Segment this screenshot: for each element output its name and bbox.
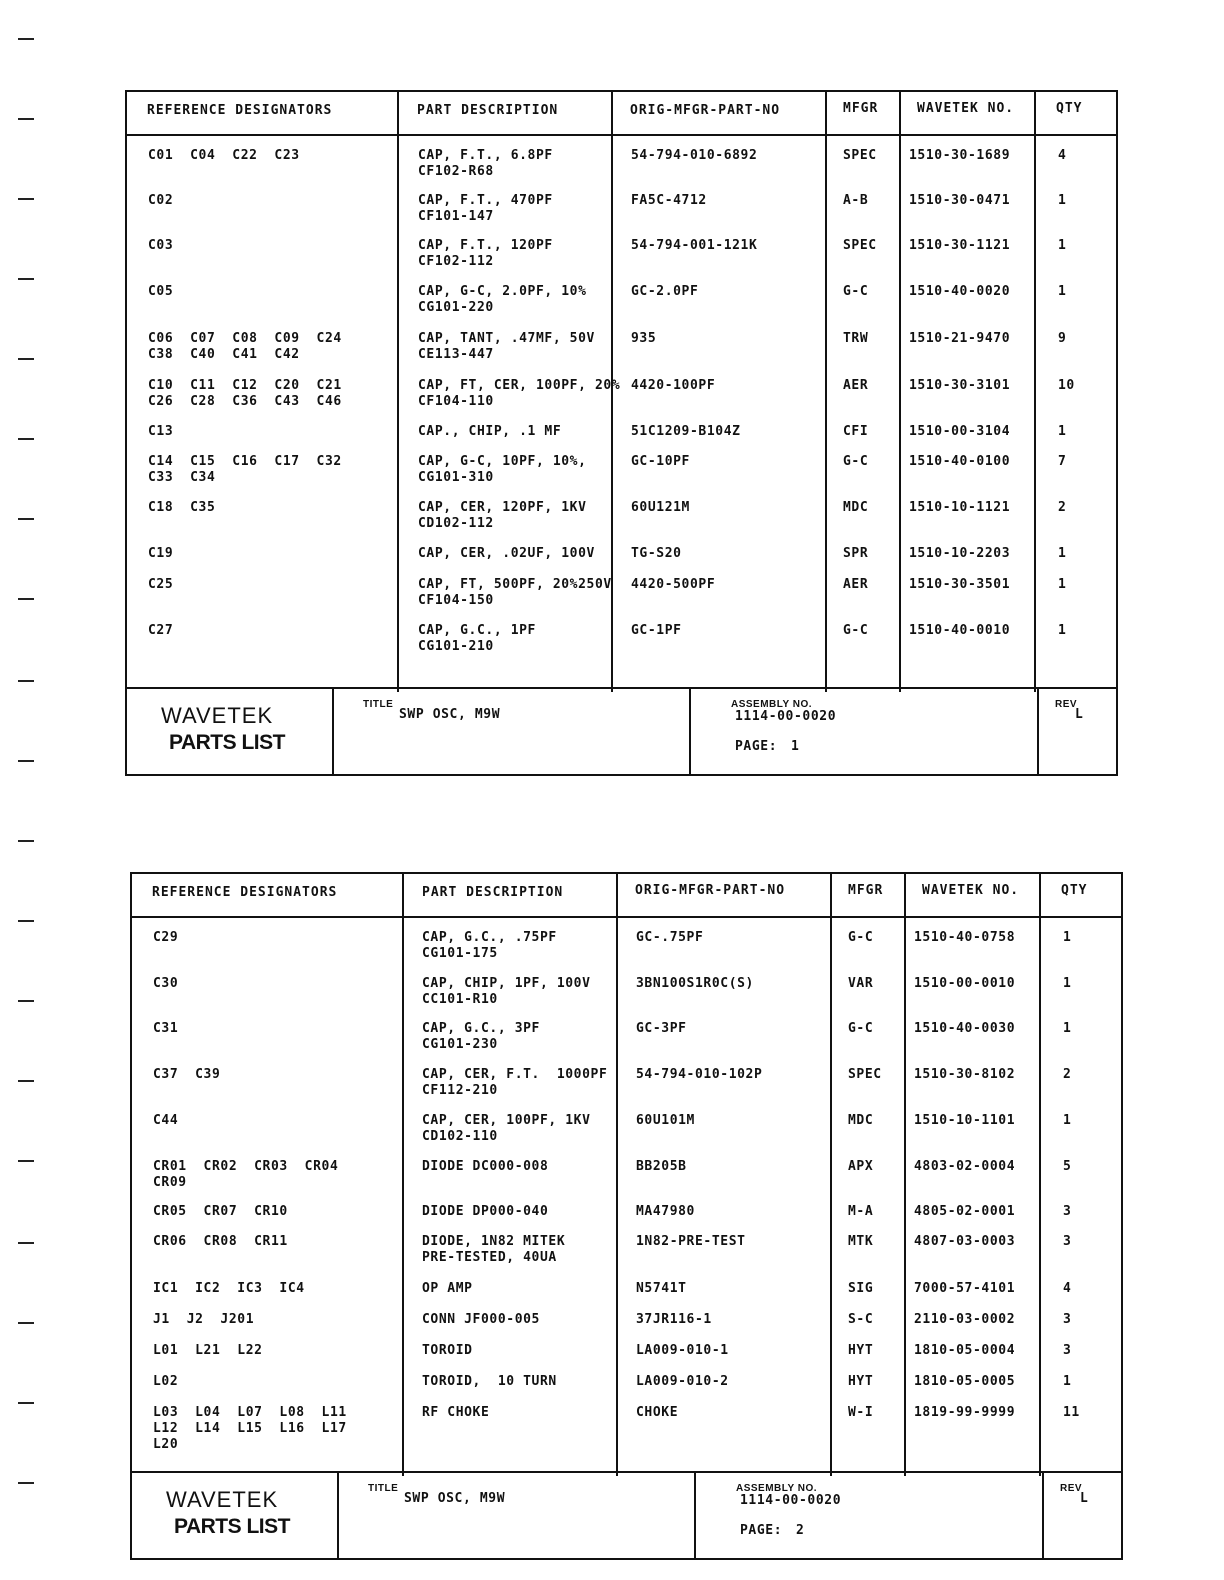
mfgr: G-C <box>843 454 869 469</box>
mfgr: W-I <box>848 1405 874 1420</box>
ref-designators: CR06 CR08 CR11 <box>153 1234 288 1249</box>
header-wavetek: WAVETEK NO. <box>922 883 1020 898</box>
part-description: CAP, G-C, 2.0PF, 10% CG101-220 <box>418 284 587 315</box>
part-description: CONN JF000-005 <box>422 1312 540 1327</box>
column-divider <box>1039 874 1041 1476</box>
footer-divider <box>332 689 334 774</box>
orig-part-no: 1N82-PRE-TEST <box>636 1234 746 1249</box>
wavetek-logo: WAVETEK <box>166 1487 279 1512</box>
mfgr: SPEC <box>848 1067 882 1082</box>
ref-designators: IC1 IC2 IC3 IC4 <box>153 1281 305 1296</box>
wavetek-no: 4803-02-0004 <box>914 1159 1016 1174</box>
orig-part-no: GC-.75PF <box>636 930 704 945</box>
assembly-label: ASSEMBLY NO. <box>736 1483 818 1494</box>
part-description: CAP, FT, 500PF, 20%250V CF104-150 <box>418 577 612 608</box>
ref-designators: C19 <box>148 546 174 561</box>
qty: 1 <box>1058 284 1067 299</box>
ref-designators: C37 C39 <box>153 1067 221 1082</box>
mfgr: CFI <box>843 424 869 439</box>
wavetek-no: 4805-02-0001 <box>914 1204 1016 1219</box>
orig-part-no: N5741T <box>636 1281 687 1296</box>
qty: 1 <box>1058 424 1067 439</box>
ref-designators: C10 C11 C12 C20 C21 C26 C28 C36 C43 C46 <box>148 378 342 409</box>
column-divider <box>825 92 827 692</box>
part-description: CAP, G.C., 3PF CG101-230 <box>422 1021 540 1052</box>
margin-tick <box>18 920 34 922</box>
qty: 3 <box>1063 1343 1072 1358</box>
part-description: CAP, FT, CER, 100PF, 20% CF104-110 <box>418 378 621 409</box>
header-orig: ORIG-MFGR-PART-NO <box>635 883 786 898</box>
part-description: CAP, G.C., .75PF CG101-175 <box>422 930 557 961</box>
ref-designators: C44 <box>153 1113 179 1128</box>
qty: 1 <box>1063 930 1072 945</box>
part-description: CAP, CER, F.T. 1000PF CF112-210 <box>422 1067 608 1098</box>
header-rule <box>132 916 1121 918</box>
footer-divider <box>1042 1473 1044 1558</box>
ref-designators: C27 <box>148 623 174 638</box>
wavetek-no: 1510-30-1121 <box>909 238 1011 253</box>
mfgr: SPEC <box>843 238 877 253</box>
wavetek-no: 1510-30-8102 <box>914 1067 1016 1082</box>
ref-designators: C31 <box>153 1021 179 1036</box>
margin-tick <box>18 598 34 600</box>
assembly-no: 1114-00-0020 <box>735 709 837 724</box>
mfgr: A-B <box>843 193 869 208</box>
ref-designators: C18 C35 <box>148 500 216 515</box>
orig-part-no: CHOKE <box>636 1405 679 1420</box>
mfgr: VAR <box>848 976 874 991</box>
ref-designators: CR01 CR02 CR03 CR04 CR09 <box>153 1159 339 1190</box>
orig-part-no: LA009-010-2 <box>636 1374 729 1389</box>
wavetek-no: 1510-30-3501 <box>909 577 1011 592</box>
orig-part-no: 4420-500PF <box>631 577 716 592</box>
wavetek-no: 1810-05-0005 <box>914 1374 1016 1389</box>
parts-list-sheet-1 <box>125 90 1118 776</box>
margin-tick <box>18 1000 34 1002</box>
qty: 1 <box>1063 1113 1072 1128</box>
qty: 1 <box>1058 577 1067 592</box>
margin-tick <box>18 1242 34 1244</box>
orig-part-no: 51C1209-B104Z <box>631 424 741 439</box>
mfgr: G-C <box>843 284 869 299</box>
part-description: RF CHOKE <box>422 1405 490 1420</box>
ref-designators: L03 L04 L07 L08 L11 L12 L14 L15 L16 L17 L20 <box>153 1405 347 1452</box>
part-description: CAP, F.T., 470PF CF101-147 <box>418 193 553 224</box>
wavetek-no: 1510-40-0030 <box>914 1021 1016 1036</box>
part-description: CAP, CER, 100PF, 1KV CD102-110 <box>422 1113 591 1144</box>
orig-part-no: 54-794-010-102P <box>636 1067 763 1082</box>
column-divider <box>830 874 832 1476</box>
mfgr: HYT <box>848 1343 874 1358</box>
header-qty: QTY <box>1056 101 1083 116</box>
qty: 2 <box>1063 1067 1072 1082</box>
wavetek-no: 1510-40-0100 <box>909 454 1011 469</box>
margin-tick <box>18 198 34 200</box>
orig-part-no: FA5C-4712 <box>631 193 707 208</box>
qty: 11 <box>1063 1405 1080 1420</box>
orig-part-no: 60U101M <box>636 1113 695 1128</box>
header-rule <box>127 134 1116 136</box>
ref-designators: J1 J2 J201 <box>153 1312 255 1327</box>
ref-designators: C02 <box>148 193 174 208</box>
wavetek-logo: WAVETEK <box>161 703 274 728</box>
margin-tick <box>18 1322 34 1324</box>
footer-divider <box>337 1473 339 1558</box>
margin-tick <box>18 1482 34 1484</box>
part-description: CAP, G-C, 10PF, 10%, CG101-310 <box>418 454 587 485</box>
title-block <box>127 687 1116 774</box>
qty: 3 <box>1063 1312 1072 1327</box>
qty: 4 <box>1063 1281 1072 1296</box>
wavetek-no: 1510-40-0758 <box>914 930 1016 945</box>
ref-designators: L02 <box>153 1374 179 1389</box>
wavetek-no: 1510-10-1121 <box>909 500 1011 515</box>
part-description: CAP, CHIP, 1PF, 100V CC101-R10 <box>422 976 591 1007</box>
margin-tick <box>18 760 34 762</box>
wavetek-no: 1510-10-2203 <box>909 546 1011 561</box>
orig-part-no: 54-794-001-121K <box>631 238 758 253</box>
parts-list-sheet-2 <box>130 872 1123 1560</box>
footer-divider <box>689 689 691 774</box>
mfgr: HYT <box>848 1374 874 1389</box>
wavetek-no: 1810-05-0004 <box>914 1343 1016 1358</box>
part-description: TOROID, 10 TURN <box>422 1374 557 1389</box>
part-description: CAP, G.C., 1PF CG101-210 <box>418 623 536 654</box>
ref-designators: C14 C15 C16 C17 C32 C33 C34 <box>148 454 342 485</box>
ref-designators: L01 L21 L22 <box>153 1343 263 1358</box>
footer-divider <box>1037 689 1039 774</box>
part-description: OP AMP <box>422 1281 473 1296</box>
wavetek-no: 1510-40-0010 <box>909 623 1011 638</box>
wavetek-no: 4807-03-0003 <box>914 1234 1016 1249</box>
header-ref: REFERENCE DESIGNATORS <box>152 885 338 900</box>
ref-designators: C06 C07 C08 C09 C24 C38 C40 C41 C42 <box>148 331 342 362</box>
qty: 2 <box>1058 500 1067 515</box>
mfgr: APX <box>848 1159 874 1174</box>
orig-part-no: TG-S20 <box>631 546 682 561</box>
mfgr: G-C <box>843 623 869 638</box>
rev-value: L <box>1080 1491 1089 1506</box>
qty: 4 <box>1058 148 1067 163</box>
footer-divider <box>694 1473 696 1558</box>
orig-part-no: 935 <box>631 331 657 346</box>
part-description: CAP, TANT, .47MF, 50V CE113-447 <box>418 331 595 362</box>
part-description: DIODE, 1N82 MITEK PRE-TESTED, 40UA <box>422 1234 566 1265</box>
orig-part-no: GC-10PF <box>631 454 690 469</box>
qty: 1 <box>1063 1021 1072 1036</box>
margin-tick <box>18 840 34 842</box>
margin-tick <box>18 38 34 40</box>
header-qty: QTY <box>1061 883 1088 898</box>
ref-designators: C30 <box>153 976 179 991</box>
qty: 1 <box>1058 546 1067 561</box>
part-description: CAP, F.T., 120PF CF102-112 <box>418 238 553 269</box>
margin-tick <box>18 680 34 682</box>
ref-designators: C29 <box>153 930 179 945</box>
mfgr: S-C <box>848 1312 874 1327</box>
qty: 7 <box>1058 454 1067 469</box>
margin-tick <box>18 278 34 280</box>
qty: 3 <box>1063 1204 1072 1219</box>
part-description: CAP, CER, 120PF, 1KV CD102-112 <box>418 500 587 531</box>
header-ref: REFERENCE DESIGNATORS <box>147 103 333 118</box>
header-wavetek: WAVETEK NO. <box>917 101 1015 116</box>
title-block <box>132 1471 1121 1558</box>
margin-tick <box>18 1160 34 1162</box>
ref-designators: C01 C04 C22 C23 <box>148 148 300 163</box>
mfgr: SPR <box>843 546 869 561</box>
margin-tick <box>18 518 34 520</box>
rev-label: REV <box>1060 1483 1083 1494</box>
orig-part-no: LA009-010-1 <box>636 1343 729 1358</box>
column-divider <box>899 92 901 692</box>
margin-tick <box>18 1080 34 1082</box>
part-description: DIODE DP000-040 <box>422 1204 549 1219</box>
part-description: CAP, F.T., 6.8PF CF102-R68 <box>418 148 553 179</box>
column-divider <box>402 874 404 1476</box>
margin-tick <box>18 118 34 120</box>
mfgr: MDC <box>848 1113 874 1128</box>
mfgr: AER <box>843 378 869 393</box>
part-description: DIODE DC000-008 <box>422 1159 549 1174</box>
qty: 3 <box>1063 1234 1072 1249</box>
ref-designators: C13 <box>148 424 174 439</box>
column-divider <box>904 874 906 1476</box>
wavetek-no: 1510-30-0471 <box>909 193 1011 208</box>
mfgr: TRW <box>843 331 869 346</box>
mfgr: G-C <box>848 930 874 945</box>
part-description: TOROID <box>422 1343 473 1358</box>
wavetek-no: 1510-30-1689 <box>909 148 1011 163</box>
wavetek-no: 7000-57-4101 <box>914 1281 1016 1296</box>
orig-part-no: 4420-100PF <box>631 378 716 393</box>
qty: 1 <box>1063 976 1072 991</box>
orig-part-no: 54-794-010-6892 <box>631 148 758 163</box>
qty: 5 <box>1063 1159 1072 1174</box>
orig-part-no: 37JR116-1 <box>636 1312 712 1327</box>
page-number: 2 <box>796 1523 805 1538</box>
orig-part-no: GC-2.0PF <box>631 284 699 299</box>
part-description: CAP, CER, .02UF, 100V <box>418 546 595 561</box>
qty: 1 <box>1058 238 1067 253</box>
ref-designators: C03 <box>148 238 174 253</box>
doc-type: PARTS LIST <box>169 731 285 754</box>
qty: 9 <box>1058 331 1067 346</box>
wavetek-no: 1510-00-0010 <box>914 976 1016 991</box>
header-mfgr: MFGR <box>848 883 884 898</box>
rev-value: L <box>1075 707 1084 722</box>
wavetek-no: 1819-99-9999 <box>914 1405 1016 1420</box>
orig-part-no: 3BN100S1R0C(S) <box>636 976 754 991</box>
title-label: TITLE <box>363 699 394 710</box>
header-orig: ORIG-MFGR-PART-NO <box>630 103 781 118</box>
qty: 10 <box>1058 378 1075 393</box>
wavetek-no: 2110-03-0002 <box>914 1312 1016 1327</box>
header-mfgr: MFGR <box>843 101 879 116</box>
title-value: SWP OSC, M9W <box>404 1491 506 1506</box>
wavetek-no: 1510-21-9470 <box>909 331 1011 346</box>
page-number: 1 <box>791 739 800 754</box>
column-divider <box>616 874 618 1476</box>
page-label: PAGE: <box>735 739 778 754</box>
qty: 1 <box>1063 1374 1072 1389</box>
orig-part-no: GC-1PF <box>631 623 682 638</box>
margin-ticks <box>0 0 60 1580</box>
mfgr: M-A <box>848 1204 874 1219</box>
column-divider <box>397 92 399 692</box>
mfgr: MTK <box>848 1234 874 1249</box>
title-label: TITLE <box>368 1483 399 1494</box>
rev-label: REV <box>1055 699 1078 710</box>
orig-part-no: MA47980 <box>636 1204 695 1219</box>
page-label: PAGE: <box>740 1523 783 1538</box>
orig-part-no: GC-3PF <box>636 1021 687 1036</box>
wavetek-no: 1510-00-3104 <box>909 424 1011 439</box>
margin-tick <box>18 1402 34 1404</box>
assembly-label: ASSEMBLY NO. <box>731 699 813 710</box>
wavetek-no: 1510-10-1101 <box>914 1113 1016 1128</box>
margin-tick <box>18 438 34 440</box>
qty: 1 <box>1058 623 1067 638</box>
column-divider <box>1034 92 1036 692</box>
wavetek-no: 1510-30-3101 <box>909 378 1011 393</box>
header-desc: PART DESCRIPTION <box>417 103 559 118</box>
ref-designators: C05 <box>148 284 174 299</box>
part-description: CAP., CHIP, .1 MF <box>418 424 562 439</box>
orig-part-no: 60U121M <box>631 500 690 515</box>
assembly-no: 1114-00-0020 <box>740 1493 842 1508</box>
margin-tick <box>18 358 34 360</box>
doc-type: PARTS LIST <box>174 1515 290 1538</box>
orig-part-no: BB205B <box>636 1159 687 1174</box>
mfgr: G-C <box>848 1021 874 1036</box>
mfgr: MDC <box>843 500 869 515</box>
mfgr: AER <box>843 577 869 592</box>
qty: 1 <box>1058 193 1067 208</box>
wavetek-no: 1510-40-0020 <box>909 284 1011 299</box>
mfgr: SIG <box>848 1281 874 1296</box>
mfgr: SPEC <box>843 148 877 163</box>
header-desc: PART DESCRIPTION <box>422 885 564 900</box>
title-value: SWP OSC, M9W <box>399 707 501 722</box>
ref-designators: C25 <box>148 577 174 592</box>
ref-designators: CR05 CR07 CR10 <box>153 1204 288 1219</box>
